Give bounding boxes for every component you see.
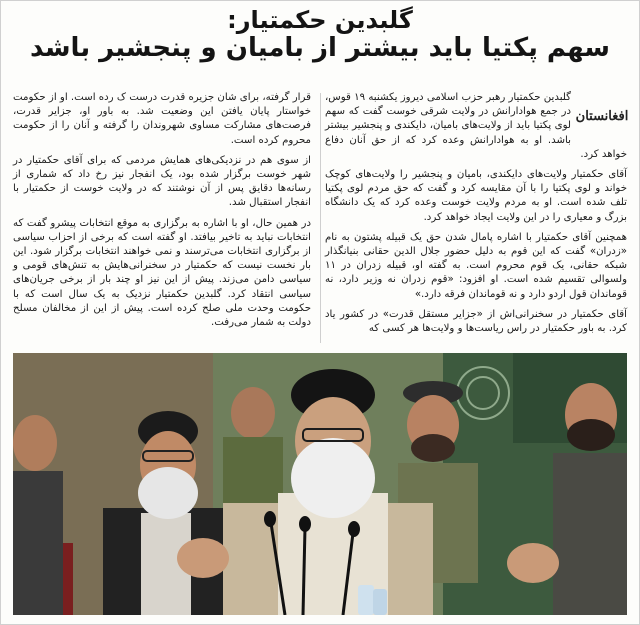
article-paragraph: قرار گرفته، برای شان جزیره قدرت درست ک رده است. او از حکومت خواستار پایان یافتن این وضعیت شد. به باور او، جزایر قدرت، فرصت‌های مشارکت مساوی شهروندان را گرفته و آنان را از حکومت محروم کرده است. (13, 92, 311, 146)
water-bottles (358, 585, 387, 615)
column-divider (320, 93, 321, 343)
headline-line-1: گلبدین حکمتیار: (227, 6, 413, 34)
article-paragraph: همچنین آقای حکمتیار با اشاره پامال شدن حق یک قبیله پشتون به نام «زدران» گفت که این قوم به دلیل حضور جلال الدین حقانی بنیانگذار شبکه حقانی، یک قوم محروم است. به گفته او، قبیله زدران در ۱۱ ولسوالی تقسیم شده است. او افزود: «قوم زدران نه وزیر دارد، نه قوماندان قول اردو دارد و نه قوماندان فرقه دارد.» (325, 231, 627, 300)
person-left-edge (13, 415, 63, 615)
article-paragraph: در همین حال، او با اشاره به برگزاری به موقع انتخابات پیشرو گفت که انتخابات نباید به تاخیر بیافتد. او گفته است که برخی از احزاب سیاسی از برگزاری انتخابات می‌ترسند و نمی خواهند انتخابات برگزار شود. این بار نخست نیست که حکمتیار در سخنرانی‌هایش به تنش‌های قومی و سیاسی دامن می‌زند. پیش از این نیز او چند بار از برخی جریان‌های سیاسی انتقاد کرد. گلبدین حکمتیار نزدیک به یک سال است که با حکومت وحدت ملی صلح کرده است. پیش از این از مخالفان مسلح دولت به شمار می‌رفت. (13, 217, 311, 329)
article-paragraph: آقای حکمتیار ولایت‌های دایکندی، بامیان و پنجشیر را ولایت‌های کوچک خواند و لوی پکتیا را با آن مقایسه کرد و گفت که حق مردم لوی پکتیا تلف شده است. او به مردم ولایت خوست وعده کرد که یک دانشگاه بزرگ و معیاری را در این ولایت ایجاد خواهد کرد. (325, 169, 627, 223)
headline-line-2: سهم پکتیا باید بیشتر از بامیان و پنجشیر باشد (29, 32, 611, 63)
article-paragraph: از سوی هم در نزدیکی‌های همایش مردمی که برای آقای حکمتیار در شهر خوست برگزار شده بود، یک انفجار نیز رخ داد که شماری از رسانه‌ها دقایق پس از آن نوشتند که در ولایت خوست از حکمتیار با انفجار استقبال شد. (13, 154, 311, 209)
article-paragraph-text: گلبدین حکمتیار رهبر حزب اسلامی دیروز یکشنبه ۱۹ قوس، در جمع هوادارانش در ولایت شرقی خوست گفت که سهم لوی پکتیا باید از ولایت‌های بامیان، دایکندی و پنجشیر بیشتر باشد. او به هوادارانش وعده کرد که از حق آنان دفاع خواهد کرد. (325, 92, 627, 160)
article-paragraph: آقای حکمتیار در سخنرانی‌اش از «جزایر مستقل قدرت» در کشور یاد کرد. به باور حکمتیار در راس ریاست‌ها و ولایت‌ها هر کسی که (325, 308, 627, 335)
article-column-right (325, 91, 627, 342)
article-column-left (13, 91, 311, 336)
article-photo (13, 353, 627, 615)
publication-logo: افغانستان (575, 108, 629, 124)
headline (1, 7, 639, 63)
article-paragraph (325, 91, 627, 162)
